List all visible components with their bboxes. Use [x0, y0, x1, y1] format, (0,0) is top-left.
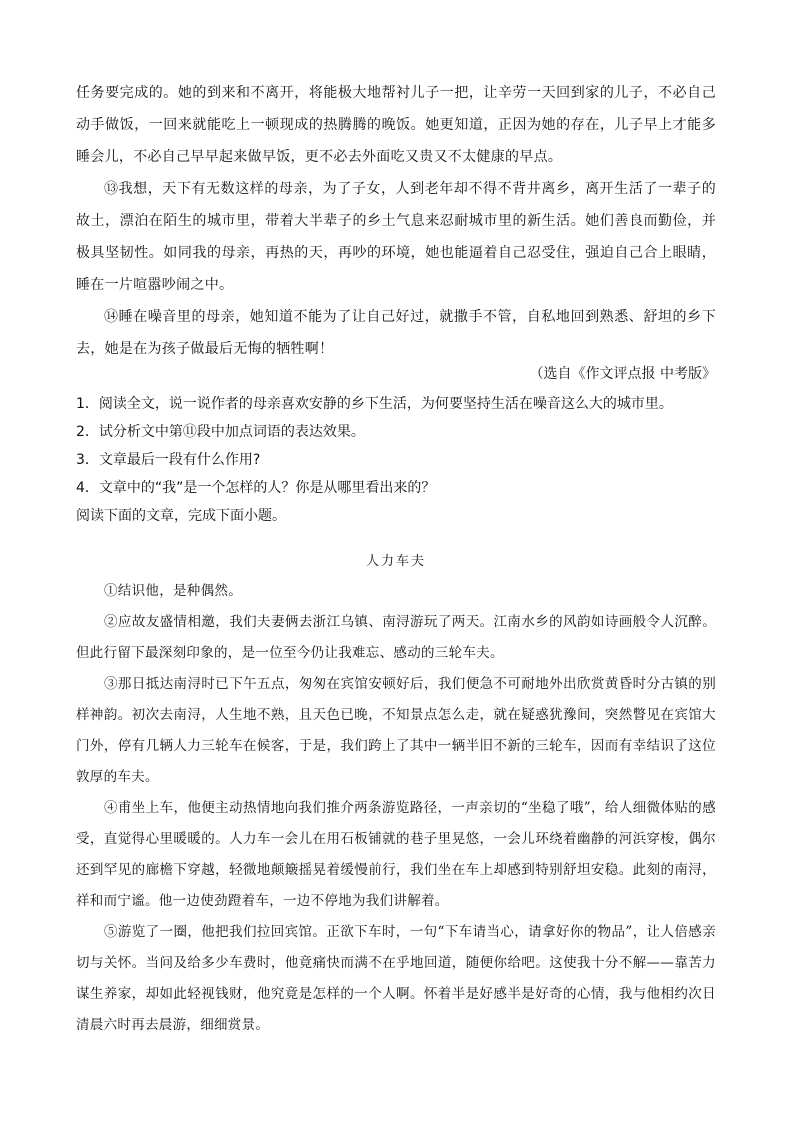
essay1-continuation-paragraph: 任务要完成的。她的到来和不离开，将能极大地帮衬儿子一把，让辛劳一天回到家的儿子，不必自己动手做饭，一回来就能吃上一顿现成的热腾腾的晚饭。她更知道，正因为她的存在，儿子早上才能多睡会儿，不必自己早早起来做早饭，更不必去外面吃又贵又不太健康的早点。 [76, 85, 716, 165]
question-1: 1．阅读全文，说一说作者的母亲喜欢安静的乡下生活，为何要坚持生活在噪音这么大的城市里。 [76, 396, 673, 412]
essay2-paragraph-3: ③那日抵达南浔时已下午五点，匆匆在宾馆安顿好后，我们便急不可耐地外出欣赏黄昏时分古镇的别样神韵。初次去南浔，人生地不熟，且天色已晚，不知景点怎么走，就在疑惑犹豫间，突然瞥见在宾馆大门外，停有几辆人力三轮车在候客，于是，我们跨上了其中一辆半旧不新的三轮车，因而有幸结识了这位敦厚的车夫。 [76, 676, 716, 785]
essay2-paragraph-2: ②应故友盛情相邀，我们夫妻俩去浙江乌镇、南浔游玩了两天。江南水乡的风韵如诗画般令人沉醉。但此行留下最深刻印象的，是一位至今仍让我难忘、感动的三轮车夫。 [76, 614, 716, 661]
essay2-paragraph-5: ⑤游览了一圈，他把我们拉回宾馆。正欲下车时，一句“下车请当心，请拿好你的物品”，让人倍感亲切与关怀。当问及给多少车费时，他竟痛快而满不在乎地回道，随便你给吧。这使我十分不解——靠苦力谋生养家，却如此轻视钱财，他究竟是怎样的一个人啊。怀着半是好感半是好奇的心情，我与他相约次日清晨六时再去晨游，细细赏景。 [76, 924, 716, 1033]
essay2-paragraph-4: ④甫坐上车，他便主动热情地向我们推介两条游览路径，一声亲切的“坐稳了哦”，给人细微体贴的感受，直觉得心里暖暖的。人力车一会儿在用石板铺就的巷子里晃悠，一会儿环绕着幽静的河浜穿梭，偶尔还到罕见的廊檐下穿越，轻微地颠簸摇晃着缓慢前行，我们坐在车上却感到特别舒坦安稳。此刻的南浔，祥和而宁谧。他一边使劲蹬着车，一边不停地为我们讲解着。 [76, 800, 716, 909]
essay2-paragraph-1: ①结识他，是种偶然。 [104, 583, 242, 599]
essay2 [76, 548, 716, 1041]
essay1-source [76, 360, 716, 388]
question-3: 3．文章最后一段有什么作用? [76, 452, 261, 468]
reading-instruction: 阅读下面的文章，完成下面小题。 [76, 508, 286, 524]
essay2-title: 人力车夫 [365, 554, 426, 569]
essay1-paragraph-14: ⑭睡在噪音里的母亲，她知道不能为了让自己好过，就撒手不管，自私地回到熟悉、舒坦的乡下去，她是在为孩子做最后无悔的牺牲啊！ [76, 309, 716, 357]
question-list [76, 390, 716, 530]
source-citation: （选自《作文评点报 中考版》 [529, 366, 716, 382]
essay1-paragraphs [76, 77, 716, 365]
question-4: 4．文章中的“我”是一个怎样的人？你是从哪里看出来的？ [76, 480, 436, 496]
essay1-paragraph-13: ⑬我想，天下有无数这样的母亲，为了子女，人到老年却不得不背井离乡，离开生活了一辈子的故土，漂泊在陌生的城市里，带着大半辈子的乡土气息来忍耐城市里的新生活。她们善良而勤俭，并极具坚韧性。如同我的母亲，再热的天，再吵的环境，她也能逼着自己忍受住，强迫自己合上眼睛，睡在一片喧嚣吵闹之中。 [76, 181, 716, 293]
question-2: 2．试分析文中第⑪段中加点词语的表达效果。 [76, 424, 365, 440]
